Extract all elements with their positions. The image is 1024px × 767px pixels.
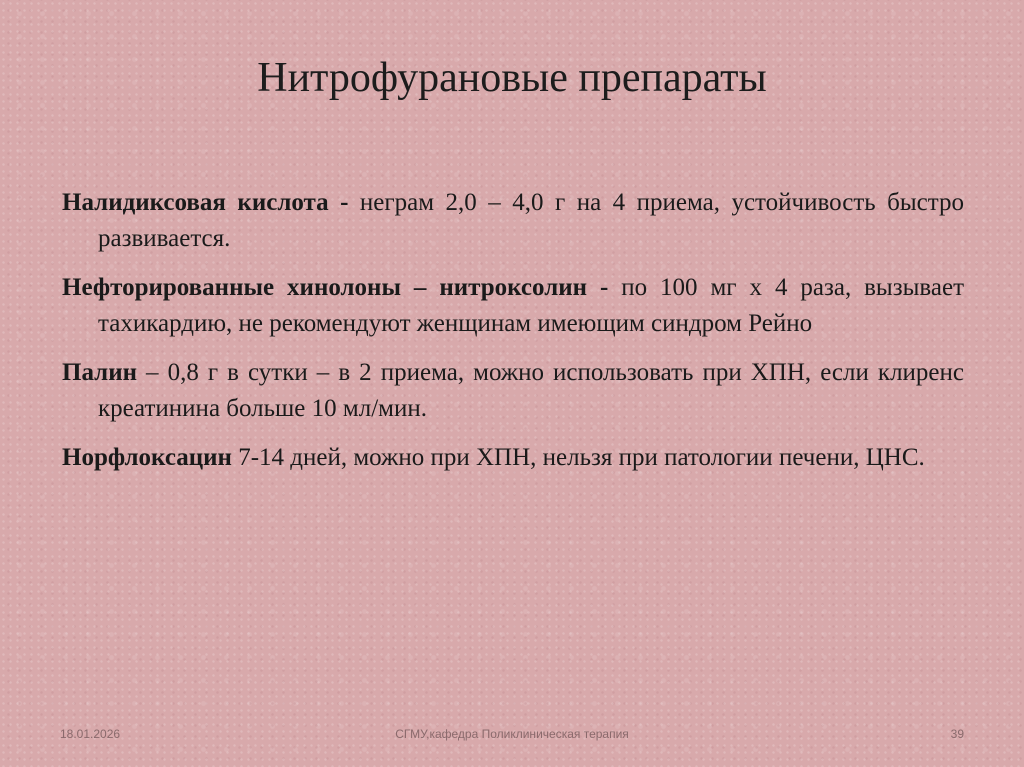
list-item-nitroxoline [62,270,964,342]
item-text: неграм 2,0 – 4,0 г на 4 приема, устойчивость быстро развивается. [98,189,964,252]
item-term: Налидиксовая кислота - [62,189,349,216]
item-text: по 100 мг х 4 раза, вызывает тахикардию, не рекомендуют женщинам имеющим синдром Рейно [98,274,964,337]
list-item-palin [62,355,964,427]
footer-date: 18.01.2026 [60,727,121,741]
slide-title: Нитрофурановые препараты [257,55,767,101]
item-text: 7-14 дней, можно при ХПН, нельзя при патологии печени, ЦНС. [231,444,925,471]
slide-number: 39 [950,727,964,741]
item-term: Норфлоксацин [62,444,232,471]
list-item-nalidixic-acid [62,185,964,257]
item-term: Палин [62,359,137,386]
slide-content [62,185,964,489]
item-term: Нефторированные хинолоны – нитроксолин - [62,274,609,301]
list-item-norfloxacin [62,440,964,476]
footer-department: СГМУ,кафедра Поликлиническая терапия [395,727,629,741]
item-text: – 0,8 г в сутки – в 2 приема, можно использовать при ХПН, если клиренс креатинина больше 10 мл/мин. [98,359,964,422]
